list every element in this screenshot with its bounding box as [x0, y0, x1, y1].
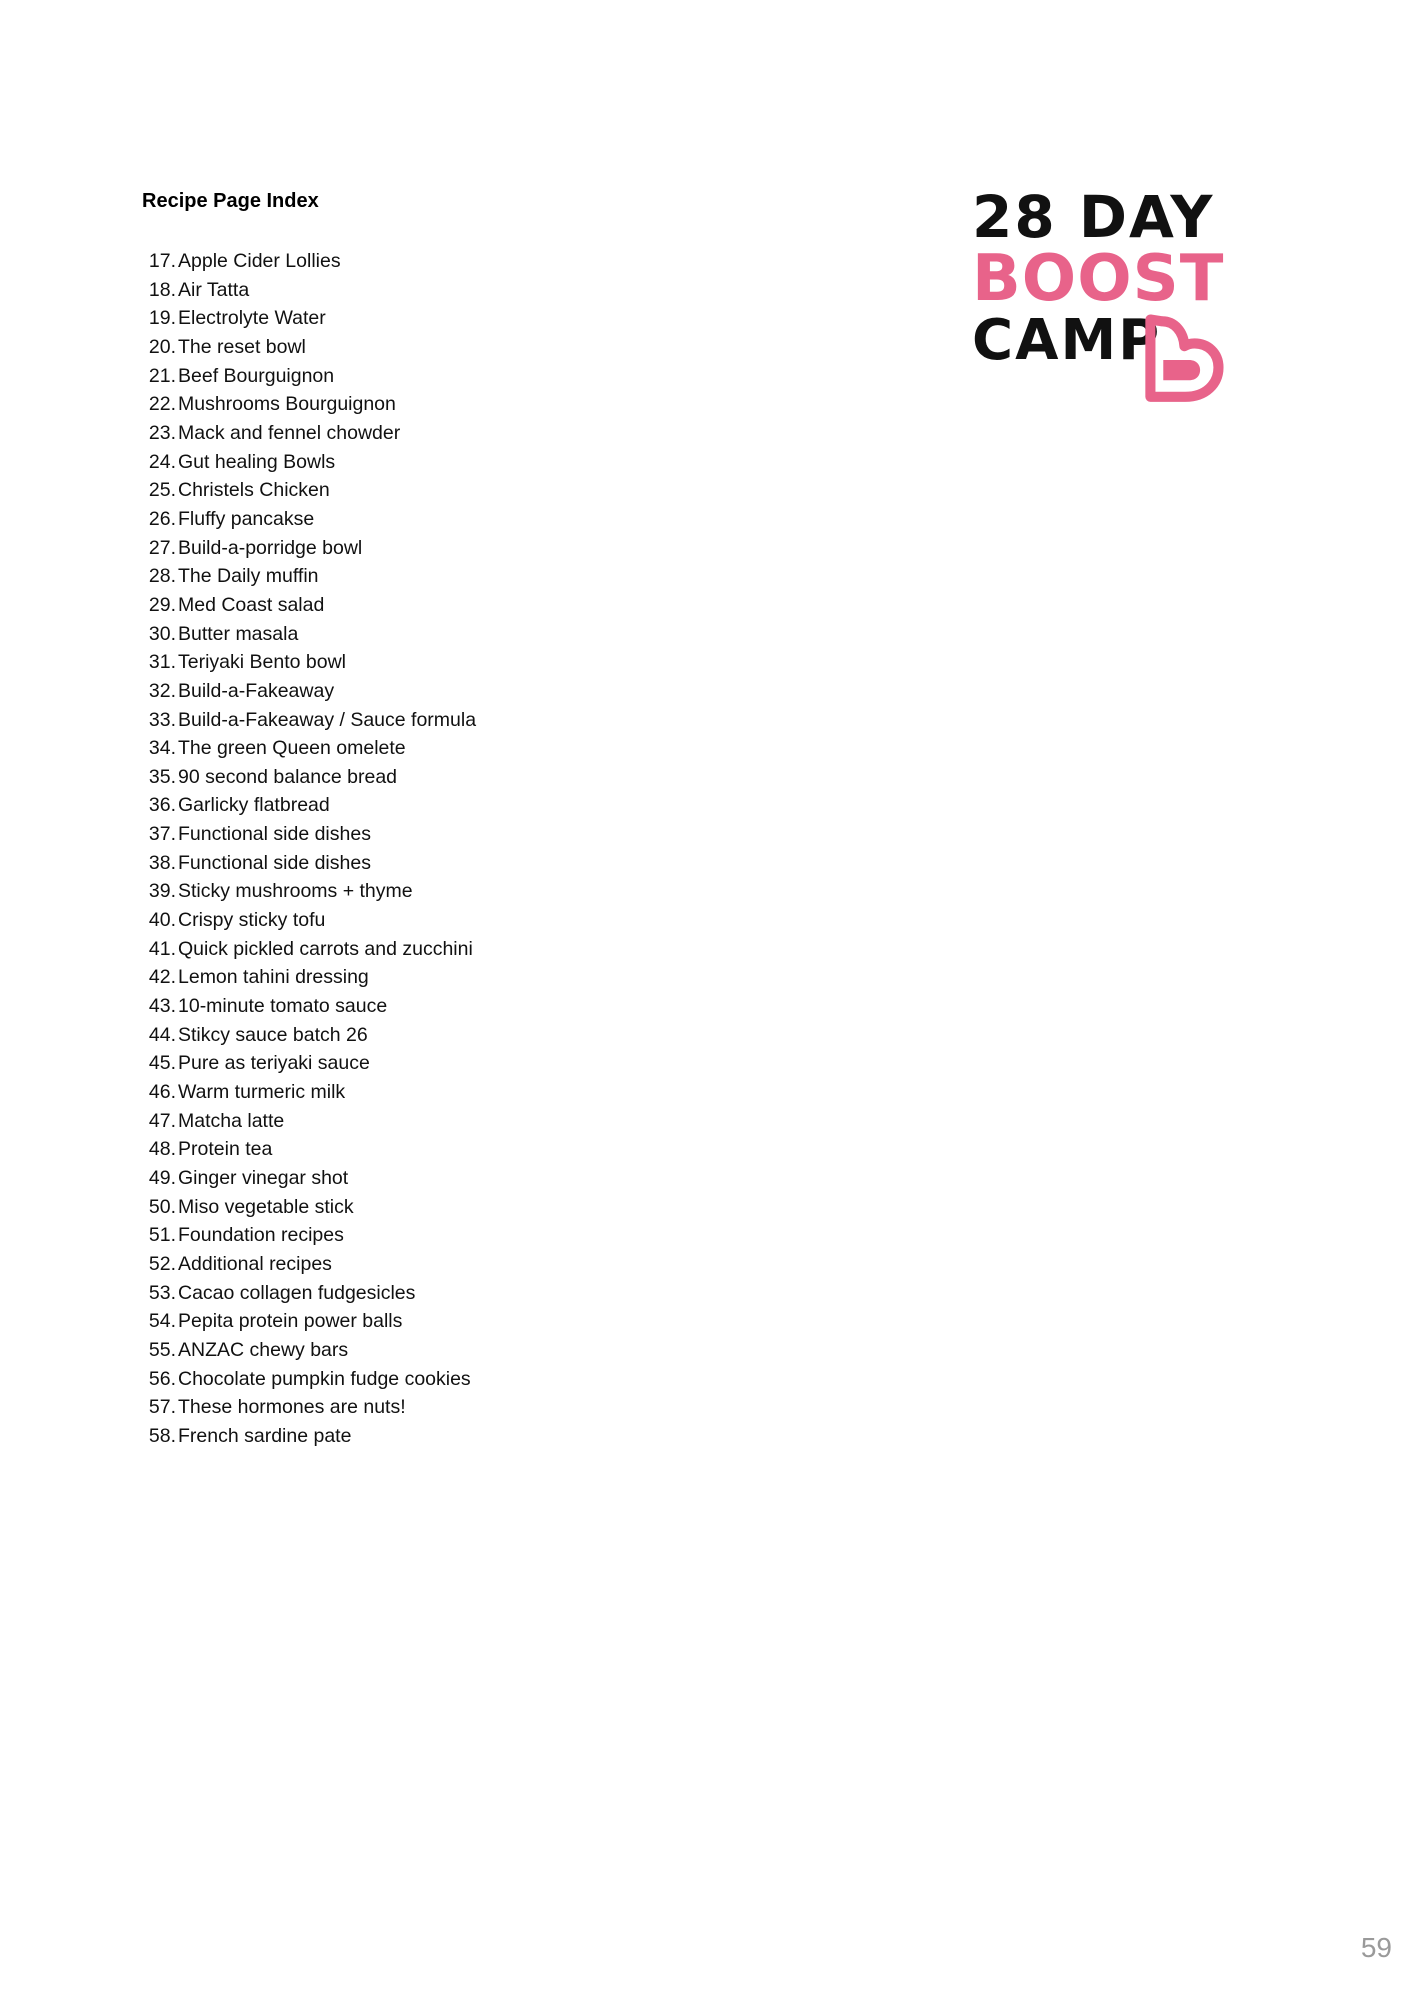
- recipe-page-number: 23.: [148, 421, 176, 444]
- recipe-name: Additional recipes: [178, 1252, 332, 1275]
- recipe-page-number: 43.: [148, 995, 176, 1018]
- recipe-list-item: [142, 505, 476, 534]
- logo-line-camp: CAMP: [972, 308, 1162, 373]
- recipe-name: Apple Cider Lollies: [178, 250, 341, 272]
- recipe-page-number: 51.: [148, 1224, 176, 1247]
- recipe-name: Crispy sticky tofu: [178, 909, 326, 932]
- recipe-list-item: [142, 1193, 476, 1222]
- recipe-list-item: [142, 935, 476, 964]
- recipe-name: Mushrooms Bourguignon: [178, 393, 396, 416]
- recipe-page-number: 30.: [148, 622, 176, 645]
- recipe-name: The green Queen omelete: [178, 737, 406, 760]
- recipe-name: Electrolyte Water: [178, 307, 326, 330]
- recipe-list-item: [142, 1336, 476, 1365]
- recipe-page-number: 20.: [148, 335, 176, 358]
- recipe-page-number: 54.: [148, 1310, 176, 1333]
- recipe-name: Teriyaki Bento bowl: [178, 651, 346, 674]
- recipe-page-number: 50.: [148, 1195, 176, 1218]
- recipe-page-number: 48.: [148, 1138, 176, 1161]
- recipe-name: Build-a-Fakeaway / Sauce formula: [178, 708, 477, 731]
- recipe-list-item: [142, 1078, 476, 1107]
- recipe-name: Christels Chicken: [178, 479, 330, 502]
- recipe-name: Warm turmeric milk: [178, 1081, 346, 1104]
- recipe-name: Build-a-Fakeaway: [178, 679, 335, 702]
- recipe-list-item: [142, 390, 476, 419]
- recipe-name: French sardine pate: [178, 1424, 352, 1447]
- recipe-page-number: 58.: [148, 1424, 176, 1447]
- recipe-page-number: 28.: [148, 565, 176, 588]
- recipe-list-item: [142, 276, 476, 305]
- recipe-page-number: 24.: [148, 450, 176, 473]
- recipe-page-number: 53.: [148, 1281, 176, 1304]
- recipe-name: Gut healing Bowls: [178, 450, 336, 473]
- recipe-name: Stikcy sauce batch 26: [178, 1023, 368, 1046]
- recipe-name: Sticky mushrooms + thyme: [178, 880, 413, 903]
- recipe-list-item: [142, 1422, 476, 1451]
- recipe-page-number: 32.: [148, 679, 176, 702]
- recipe-name: Build-a-porridge bowl: [178, 536, 363, 559]
- recipe-list-item: [142, 362, 476, 391]
- recipe-name: Garlicky flatbread: [178, 794, 330, 817]
- recipe-list-item: [142, 247, 476, 276]
- recipe-page-number: 18.: [148, 278, 176, 301]
- recipe-page-number: 49.: [148, 1167, 176, 1189]
- recipe-page-number: 17.: [148, 250, 176, 272]
- recipe-list-item: [142, 677, 476, 706]
- recipe-page-number: 42.: [148, 966, 176, 989]
- recipe-page-number: 33.: [148, 708, 176, 731]
- page-number: 59: [1360, 1932, 1392, 1963]
- recipe-list-item: [142, 1393, 476, 1422]
- recipe-list-item: [142, 706, 476, 735]
- recipe-list-item: [142, 1049, 476, 1078]
- recipe-list-item: [142, 906, 476, 935]
- recipe-name: Med Coast salad: [178, 593, 325, 616]
- recipe-name: 90 second balance bread: [178, 765, 398, 788]
- recipe-page-number: 29.: [148, 593, 176, 616]
- recipe-list-item: [142, 1250, 476, 1279]
- recipe-name: Matcha latte: [178, 1109, 285, 1132]
- recipe-list-item: [142, 1307, 476, 1336]
- recipe-page-number: 38.: [148, 851, 176, 874]
- recipe-list-item: [142, 476, 476, 505]
- recipe-list-item: [142, 448, 476, 477]
- recipe-page-number: 27.: [148, 536, 176, 559]
- recipe-page-number: 21.: [148, 364, 176, 387]
- recipe-page-number: 47.: [148, 1109, 176, 1132]
- recipe-list-item: [142, 1221, 476, 1250]
- recipe-list-item: [142, 1135, 476, 1164]
- recipe-page-number: 36.: [148, 794, 176, 817]
- recipe-page-number: 37.: [148, 823, 176, 846]
- recipe-name: The Daily muffin: [178, 565, 319, 588]
- recipe-page-number: 40.: [148, 909, 176, 932]
- recipe-page-number: 46.: [148, 1081, 176, 1104]
- recipe-list-item: [142, 1164, 476, 1193]
- recipe-page-number: 44.: [148, 1023, 176, 1046]
- recipe-list-item: [142, 1365, 476, 1394]
- recipe-list-item: [142, 791, 476, 820]
- recipe-page-number: 19.: [148, 307, 176, 330]
- recipe-list-item: [142, 1107, 476, 1136]
- recipe-list-item: [142, 591, 476, 620]
- recipe-list-item: [142, 304, 476, 333]
- logo-line-28-day: 28 DAY: [972, 183, 1215, 251]
- recipe-list-item: [142, 419, 476, 448]
- recipe-name: Mack and fennel chowder: [178, 421, 401, 444]
- recipe-page-number: 35.: [148, 765, 176, 788]
- recipe-page-number: 31.: [148, 651, 176, 674]
- recipe-list-item: [142, 849, 476, 878]
- recipe-list-item: [142, 648, 476, 677]
- recipe-name: Butter masala: [178, 622, 299, 645]
- recipe-page-number: 52.: [148, 1252, 176, 1275]
- recipe-name: Lemon tahini dressing: [178, 966, 369, 989]
- recipe-list-item: [142, 534, 476, 563]
- recipe-page-number: 25.: [148, 479, 176, 502]
- recipe-page-number: 26.: [148, 507, 176, 530]
- recipe-page-number: 34.: [148, 737, 176, 760]
- recipe-name: Chocolate pumpkin fudge cookies: [178, 1367, 471, 1390]
- recipe-page-number: 22.: [148, 393, 176, 416]
- recipe-name: Protein tea: [178, 1138, 273, 1161]
- recipe-list-item: [142, 333, 476, 362]
- recipe-page-number: 39.: [148, 880, 176, 903]
- recipe-name: Functional side dishes: [178, 851, 371, 874]
- recipe-list-item: [142, 620, 476, 649]
- recipe-name: Beef Bourguignon: [178, 364, 335, 387]
- recipe-index-list: [142, 247, 476, 1451]
- recipe-name: Pure as teriyaki sauce: [178, 1052, 370, 1075]
- recipe-list-item: [142, 963, 476, 992]
- heart-b-icon: [1132, 314, 1224, 406]
- recipe-list-item: [142, 562, 476, 591]
- recipe-list-item: [142, 734, 476, 763]
- recipe-page-number: 55.: [148, 1338, 176, 1361]
- recipe-list-item: [142, 1021, 476, 1050]
- recipe-page-number: 45.: [148, 1052, 176, 1075]
- recipe-list-item: [142, 763, 476, 792]
- recipe-name: The reset bowl: [178, 335, 306, 358]
- logo-line-boost: BOOST: [972, 242, 1225, 316]
- recipe-name: Ginger vinegar shot: [178, 1167, 349, 1189]
- brand-logo: [972, 183, 1232, 411]
- recipe-name: Fluffy pancakse: [178, 507, 315, 530]
- recipe-name: Foundation recipes: [178, 1224, 344, 1247]
- recipe-name: Pepita protein power balls: [178, 1310, 403, 1333]
- recipe-page-number: 56.: [148, 1367, 176, 1390]
- recipe-name: Cacao collagen fudgesicles: [178, 1281, 416, 1304]
- recipe-list-item: [142, 1279, 476, 1308]
- recipe-name: Functional side dishes: [178, 823, 371, 846]
- recipe-list-item: [142, 877, 476, 906]
- recipe-name: 10-minute tomato sauce: [178, 995, 388, 1018]
- recipe-name: Quick pickled carrots and zucchini: [178, 937, 473, 960]
- recipe-name: Air Tatta: [178, 278, 250, 301]
- recipe-name: These hormones are nuts!: [178, 1396, 406, 1419]
- recipe-list-item: [142, 820, 476, 849]
- recipe-page-number: 41.: [148, 937, 176, 960]
- page-title: Recipe Page Index: [142, 190, 319, 212]
- recipe-page-number: 57.: [148, 1396, 176, 1419]
- recipe-name: Miso vegetable stick: [178, 1195, 354, 1218]
- recipe-list-item: [142, 992, 476, 1021]
- recipe-name: ANZAC chewy bars: [178, 1338, 349, 1361]
